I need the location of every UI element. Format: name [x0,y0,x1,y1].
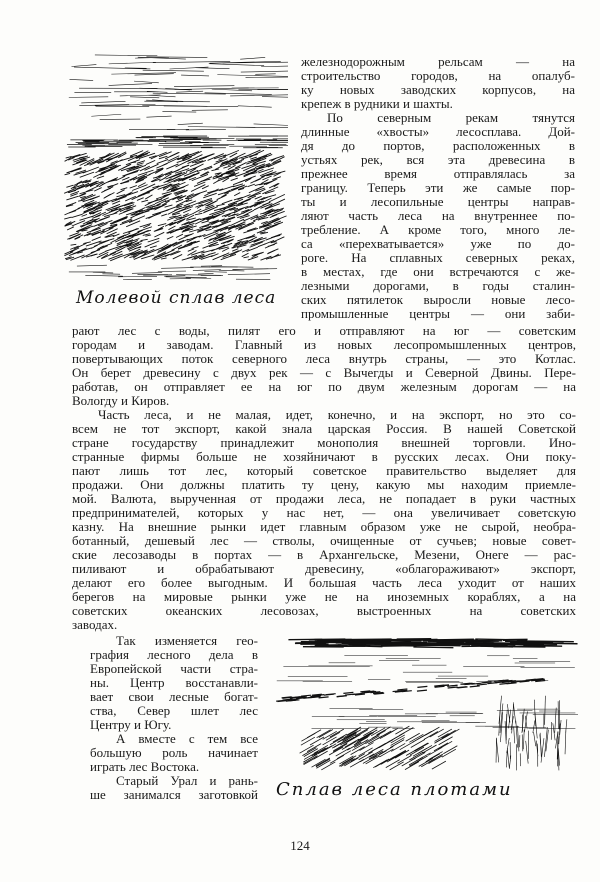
text-line: вает свои лесные богат- [90,689,258,704]
hatch-stroke [223,166,231,168]
hatch-stroke [390,762,404,770]
hatch-stroke [109,62,156,64]
hatch-stroke [334,639,392,640]
text-line: роге. На сплавных северных реках, [301,250,575,265]
hatch-stroke [254,124,288,126]
hatch-stroke [95,55,157,56]
text-line: повертывающих поток северного леса внутрь страны, — это Котлас. [72,351,576,366]
hatch-stroke [107,229,118,234]
hatch-stroke [166,277,207,278]
text-line: ских пятилеток выросли новые лесо- [301,292,575,307]
hatch-stroke [523,730,524,750]
text-line: ше занимался заготовкой [90,787,258,802]
hatch-stroke [507,748,509,769]
hatch-stroke [534,732,536,746]
hatch-stroke [193,236,199,237]
hatch-stroke [301,737,315,745]
hatch-stroke [303,756,317,764]
hatch-stroke [267,250,274,253]
hatch-stroke [70,79,94,80]
hatch-stroke [208,154,224,161]
hatch-stroke [135,74,174,75]
hatch-stroke [360,743,374,751]
hatch-stroke [413,647,453,648]
hatch-stroke [417,686,427,687]
hatch-stroke [477,684,487,685]
hatch-stroke [188,127,255,128]
hatch-stroke [80,190,94,194]
text-line: промышленные центры — они заби- [301,306,575,321]
hatch-stroke [228,274,270,275]
hatch-stroke [146,57,207,58]
hatch-stroke [123,171,135,176]
hatch-stroke [430,641,457,642]
hatch-stroke [513,702,515,723]
hatch-stroke [261,66,288,67]
illustration-caption-loose-rafting: Молевой сплав леса [76,288,277,308]
hatch-stroke [522,734,523,751]
text-line: предпринимателей, которых у нас нет, — она увеличивает советскую [72,505,576,520]
hatch-stroke [219,270,244,271]
hatch-stroke [395,750,409,758]
text-line: мой. Валюта, вырученная от продажи леса, не попадает в руки частных [72,491,576,506]
hatch-stroke [507,704,510,722]
hatch-stroke [121,188,128,190]
hatch-stroke [448,687,458,688]
hatch-stroke [326,694,336,695]
hatch-stroke [143,70,204,71]
hatch-stroke [496,739,498,763]
hatch-stroke [182,165,189,167]
hatch-stroke [379,642,427,643]
bottom-left-column-text [90,634,258,802]
hatch-stroke [240,57,265,59]
hatch-stroke [217,75,288,77]
hatch-stroke [247,184,254,187]
text-line: странные фирмы больше не хозяйничают в русских лесах. Они поку- [72,449,576,464]
text-line: Так изменяется гео- [116,633,258,648]
hatch-stroke [130,97,159,98]
text-line: крепеж в рудники и шахты. [301,96,453,111]
right-column-text [301,55,575,321]
hatch-stroke [154,232,164,237]
hatch-stroke [109,84,152,86]
hatch-stroke [71,244,77,245]
hatch-stroke [71,65,96,67]
hatch-stroke [240,176,256,182]
hatch-stroke [162,191,175,195]
hatch-stroke [65,173,71,174]
text-line: в местах, где они встречаются с же- [301,264,575,279]
hatch-stroke [94,188,101,192]
hatch-stroke [192,247,199,249]
text-line: са «перехватывается» уже по до- [301,236,575,251]
hatch-stroke [117,190,125,194]
hatch-stroke [202,186,209,189]
hatch-stroke [494,645,515,646]
hatch-stroke [81,101,125,103]
hatch-stroke [392,750,406,758]
hatch-stroke [193,191,207,195]
hatch-stroke [231,178,238,180]
hatch-stroke [126,205,132,207]
text-line: лезными дорогами, в годы сталин- [301,278,575,293]
text-line: прежнее время отправлялась за [301,166,575,181]
text-line: Он берет древесину с двух рек — с Вычегды и Северной Двины. Пере- [72,365,576,380]
text-line: ты и лесопильные центры направ- [301,194,575,209]
text-line: строительство городов, на опалуб- [301,68,575,83]
hatch-stroke [540,734,542,757]
hatch-stroke [188,249,194,251]
hatch-stroke [255,74,275,75]
hatch-stroke [91,114,121,116]
hatch-stroke [533,720,535,732]
text-line: пиливают и обрабатывают древесину, «облагораживают» экспорт, [72,561,576,576]
hatch-stroke [330,737,344,745]
full-width-text [72,324,576,632]
hatch-stroke [153,61,230,62]
hatch-stroke [134,81,159,83]
hatch-stroke [517,641,574,642]
text-line: Часть леса, и не малая, идет, конечно, и на экспорт, но это со- [98,407,576,422]
hatch-stroke [381,645,432,646]
hatch-stroke [310,737,324,745]
hatch-stroke [432,761,446,769]
hatch-stroke [181,75,209,76]
hatch-stroke [321,762,335,770]
hatch-stroke [175,88,249,90]
hatch-stroke [167,236,173,239]
hatch-stroke [170,152,179,156]
hatch-stroke [178,123,203,124]
hatch-stroke [506,751,507,768]
hatch-stroke [192,110,228,111]
hatch-stroke [409,752,423,760]
hatch-stroke [418,731,432,739]
hatch-stroke [312,759,326,767]
hatch-stroke [343,692,353,693]
hatch-stroke [255,196,262,199]
text-line: играть лес Востока. [90,759,200,774]
hatch-stroke [517,726,518,752]
hatch-stroke [514,727,515,743]
hatch-stroke [99,217,109,220]
hatch-stroke [83,242,90,244]
hatch-stroke [234,193,240,196]
text-line: границу. Теперь эти же самые пор- [301,180,575,195]
hatch-stroke [258,244,266,247]
hatch-stroke [64,217,71,219]
hatch-stroke [101,154,112,159]
hatch-stroke [161,214,167,216]
hatch-stroke [342,643,390,644]
hatch-stroke [316,759,330,767]
hatch-stroke [470,686,480,687]
hatch-stroke [424,732,438,740]
hatch-stroke [243,228,258,232]
hatch-stroke [145,241,160,247]
hatch-stroke [526,741,528,764]
text-line: делают его более выгодным. И большая часть леса уходит от наших [72,575,576,590]
hatch-stroke [158,224,166,226]
hatch-stroke [66,196,78,200]
text-line: всем не тот экспорт, какой знала царская Россия. В нашей Советской [72,421,576,436]
page-number: 124 [290,838,310,853]
hatch-stroke [104,194,111,198]
text-line: По северным рекам тянутся [327,110,575,125]
hatch-stroke [241,71,288,72]
hatch-stroke [434,743,448,751]
hatch-stroke [161,268,194,269]
hatch-stroke [503,640,527,641]
hatch-stroke [186,129,226,130]
hatch-stroke [110,257,120,261]
hatch-stroke [64,208,80,215]
text-line: рают лес с воды, пилят его и отправляют на юг — советским [72,323,576,338]
hatch-stroke [141,239,148,240]
text-line: Европейской части стра- [90,661,258,676]
hatch-stroke [92,237,101,241]
hatch-stroke [389,640,431,641]
hatch-stroke [449,640,502,641]
hatch-stroke [104,213,117,217]
hatch-stroke [565,731,566,755]
hatch-stroke [162,112,196,113]
hatch-stroke [165,196,179,202]
hatch-stroke [535,713,537,738]
text-line: ботанный, дешевый лес — стволы, очищенные от сучьев; новые совет- [72,533,576,548]
text-line: ские лесозаводы в портах — в Архангельске, Мезени, Онеге — рас- [72,547,576,562]
hatch-stroke [263,218,279,225]
hatch-stroke [69,97,108,98]
hatch-stroke [254,253,263,255]
hatch-stroke [168,226,175,230]
hatch-stroke [150,246,157,248]
text-line: стране государству принадлежит монополия внешней торговли. Ино- [72,435,576,450]
hatch-stroke [217,195,227,200]
hatch-stroke [204,272,226,273]
hatch-stroke [146,160,155,164]
text-line: устьях рек, вся эта древесина в [301,152,575,167]
hatch-stroke [230,95,288,96]
hatch-stroke [149,169,164,175]
text-line: графия лесного дела в [90,647,258,662]
hatch-stroke [434,735,448,743]
hatch-stroke [262,97,288,98]
text-line: городам и заводам. Главный из новых лесопромышленных центров, [72,337,576,352]
text-line: Старый Урал и рань- [116,773,258,788]
hatch-stroke [141,200,148,202]
hatch-stroke [219,186,234,191]
hatch-stroke [211,254,219,257]
hatch-stroke [79,157,85,158]
hatch-stroke [165,251,179,257]
hatch-stroke [137,198,144,201]
hatch-stroke [555,708,556,733]
hatch-stroke [122,177,129,180]
hatch-stroke [329,747,343,755]
hatch-stroke [91,250,100,253]
hatch-stroke [132,273,162,274]
hatch-stroke [352,646,382,647]
text-line: ны. Центр восстанавли- [90,675,258,690]
hatch-stroke [373,751,387,759]
hatch-stroke [66,185,73,187]
text-line: работав, он отправляет ее на юг по двум железным дорогам — на [72,379,576,394]
hatch-stroke [148,95,175,97]
text-line: заводах. [72,617,118,632]
hatch-stroke [442,730,456,738]
hatch-stroke [118,202,132,207]
hatch-stroke [196,68,230,69]
hatch-stroke [197,166,212,172]
hatch-stroke [130,185,137,188]
text-line: большую роль начинает [90,745,258,760]
text-line: А вместе с тем все [116,731,258,746]
hatch-stroke [173,254,182,259]
hatch-stroke [224,188,238,193]
hatch-stroke [157,159,168,163]
hatch-stroke [243,257,248,258]
text-line: длинные «хвосты» лесосплава. Дой- [301,124,575,139]
hatch-stroke [174,86,234,87]
hatch-stroke [206,229,212,230]
hatch-stroke [232,269,268,270]
hatch-stroke [145,235,151,236]
hatch-stroke [216,204,224,206]
text-line: железнодорожным рельсам — на [301,54,575,69]
hatch-stroke [195,213,203,214]
text-line: ку новых заводских корпусов, на [301,82,575,97]
hatch-stroke [203,154,214,159]
raft-floating-illustration [266,636,578,776]
hatch-stroke [91,254,98,256]
text-line: казну. На внешние рынки идет главным образом уже не сырой, необра- [72,519,576,534]
hatch-stroke [157,210,169,214]
hatch-stroke [238,106,272,107]
text-line: Вологду и Киров. [72,393,170,408]
hatch-stroke [337,751,351,759]
text-line: продажи. Они должны платить ту цену, какую мы находим приемле- [72,477,576,492]
hatch-stroke [516,721,518,748]
hatch-stroke [390,740,404,748]
hatch-stroke [208,253,215,255]
text-line: требление. А кроме того, много ле- [301,222,575,237]
hatch-stroke [176,91,203,92]
hatch-stroke [242,253,249,257]
hatch-stroke [67,227,74,230]
hatch-stroke [131,162,136,163]
hatch-stroke [185,173,200,179]
hatch-stroke [223,240,233,244]
hatch-stroke [266,161,281,167]
hatch-stroke [176,234,183,237]
text-line: дя до портов, расположенных в [301,138,575,153]
hatch-stroke [93,272,113,273]
hatch-stroke [198,273,214,274]
hatch-stroke [524,643,578,644]
hatch-stroke [176,199,183,202]
hatch-stroke [237,236,251,241]
text-line: ства, Север шлет лес [90,703,258,718]
hatch-stroke [417,690,427,691]
text-line: советских океанских лесовозах, выстроенных на советских [72,603,576,618]
text-line: берегов на мировые рынки уже не на иноземных кораблях, а на [72,589,576,604]
hatch-stroke [545,696,546,725]
hatch-stroke [438,741,452,749]
hatch-stroke [264,179,277,185]
hatch-stroke [430,729,444,737]
hatch-stroke [85,275,123,276]
hatch-stroke [165,205,173,207]
hatch-stroke [161,258,167,259]
hatch-stroke [413,644,470,645]
hatch-stroke [77,265,107,266]
hatch-stroke [209,64,264,66]
illustration-caption-raft-floating: Сплав леса плотами [276,779,513,800]
timber-rafting-illustration [64,48,288,284]
hatch-stroke [193,270,221,271]
hatch-stroke [146,116,171,117]
hatch-stroke [314,747,328,755]
text-line: Центру и Югу. [90,717,172,732]
hatch-stroke [97,176,104,178]
text-line: ляют часть леса на внутреннее по- [301,208,575,223]
hatch-stroke [145,195,152,199]
hatch-stroke [417,753,431,761]
hatch-stroke [373,760,387,768]
hatch-stroke [392,751,406,759]
text-line: пают лишь тот лес, который советское правительство выделяет для [72,463,576,478]
hatch-stroke [202,221,209,223]
hatch-stroke [72,214,83,217]
